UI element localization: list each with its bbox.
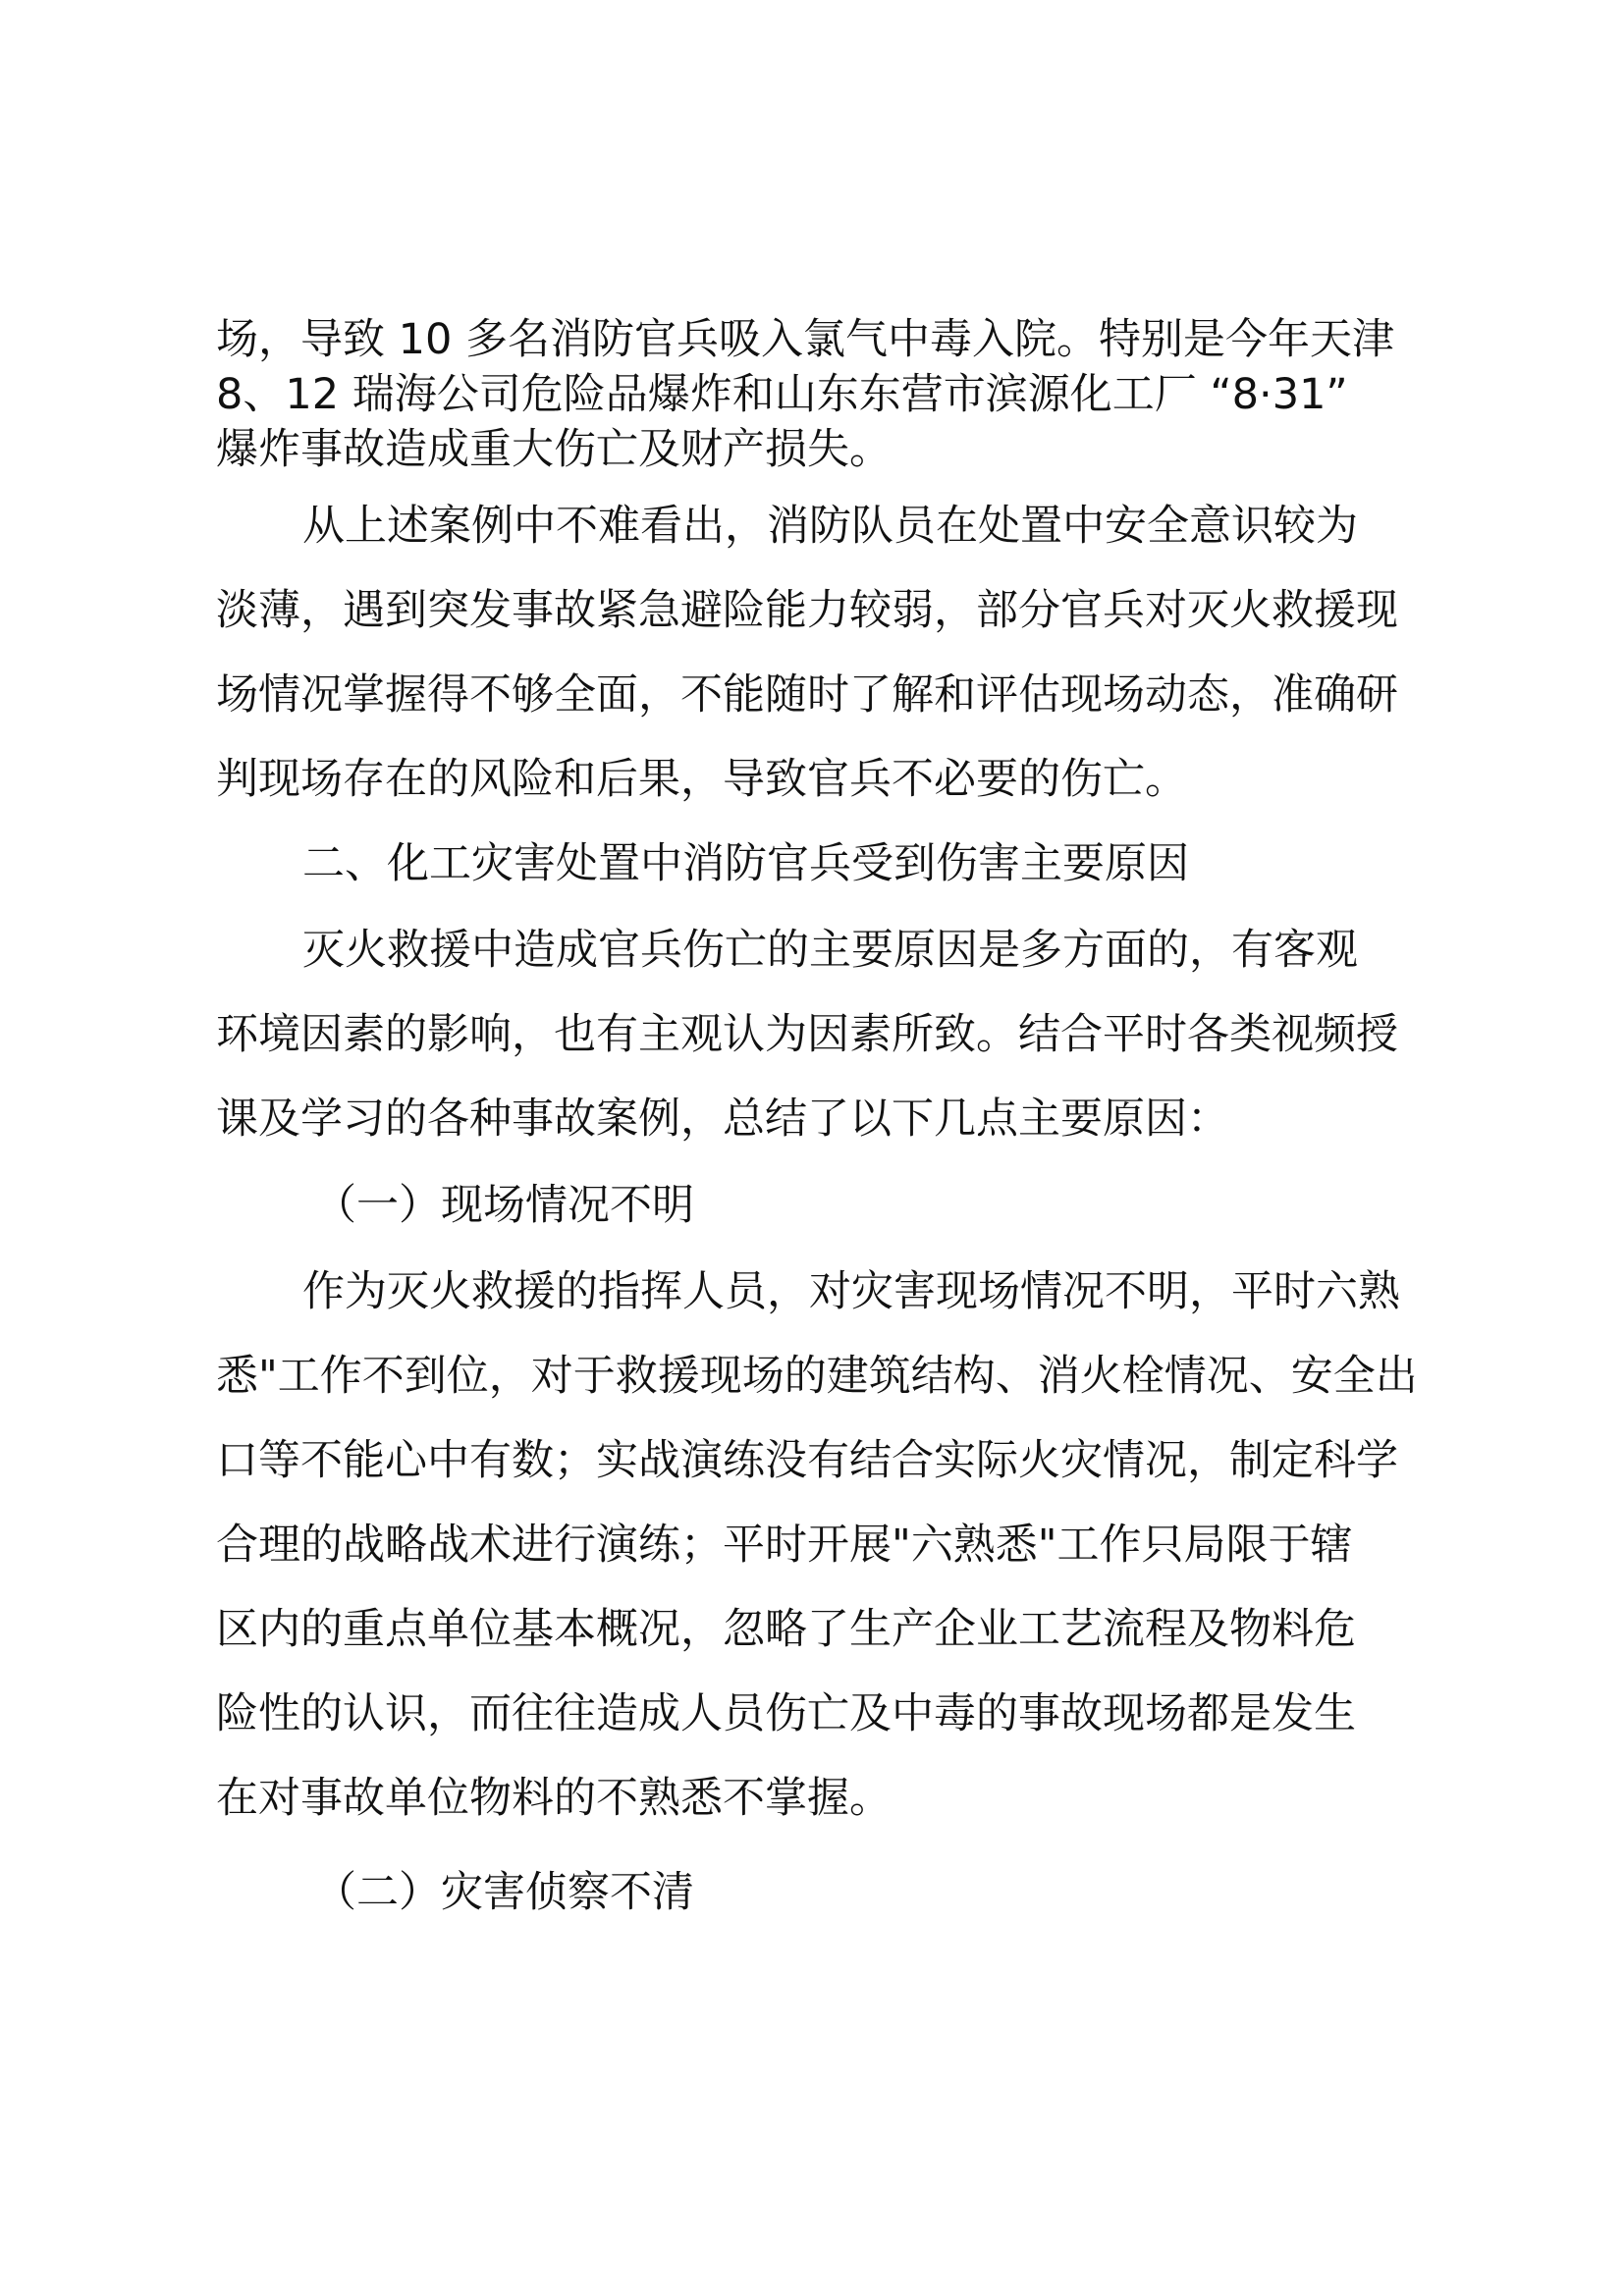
section-heading-2: 二、化工灾害处置中消防官兵受到伤害主要原因 — [302, 839, 1189, 888]
text-line-19: 在对事故单位物料的不熟悉不掌握。 — [216, 1774, 892, 1823]
text-line-7: 判现场存在的风险和后果，导致官兵不必要的伤亡。 — [216, 755, 1187, 804]
text-line-6: 场情况掌握得不够全面，不能随时了解和评估现场动态，准确研 — [216, 670, 1398, 720]
text-line-16: 合理的战略战术进行演练；平时开展"六熟悉"工作只局限于辖 — [216, 1521, 1353, 1570]
text-line-3: 爆炸事故造成重大伤亡及财产损失。 — [216, 425, 892, 474]
subsection-heading-1: （一）现场情况不明 — [314, 1181, 694, 1230]
text-line-15: 口等不能心中有数；实战演练没有结合实际火灾情况，制定科学 — [216, 1436, 1398, 1485]
text-line-14: 悉"工作不到位，对于救援现场的建筑结构、消火栓情况、安全出 — [216, 1352, 1418, 1401]
text-line-13: 作为灭火救援的指挥人员，对灾害现场情况不明，平时六熟 — [302, 1267, 1400, 1316]
subsection-heading-2: （二）灾害侦察不清 — [314, 1868, 694, 1917]
text-line-17: 区内的重点单位基本概况，忽略了生产企业工艺流程及物料危 — [216, 1605, 1356, 1654]
text-line-4: 从上述案例中不难看出，消防队员在处置中安全意识较为 — [302, 502, 1358, 551]
text-line-10: 环境因素的影响，也有主观认为因素所致。结合平时各类视频授 — [216, 1010, 1398, 1059]
text-line-5: 淡薄，遇到突发事故紧急避险能力较弱，部分官兵对灭火救援现 — [216, 586, 1398, 635]
text-line-9: 灭火救援中造成官兵伤亡的主要原因是多方面的，有客观 — [302, 926, 1358, 975]
text-line-2: 8、12 瑞海公司危险品爆炸和山东东营市滨源化工厂 “8·31” — [216, 370, 1348, 419]
text-line-1: 场，导致 10 多名消防官兵吸入氯气中毒入院。特别是今年天津 — [216, 315, 1395, 364]
text-line-11: 课及学习的各种事故案例，总结了以下几点主要原因： — [216, 1095, 1229, 1144]
text-line-18: 险性的认识，而往往造成人员伤亡及中毒的事故现场都是发生 — [216, 1689, 1356, 1738]
